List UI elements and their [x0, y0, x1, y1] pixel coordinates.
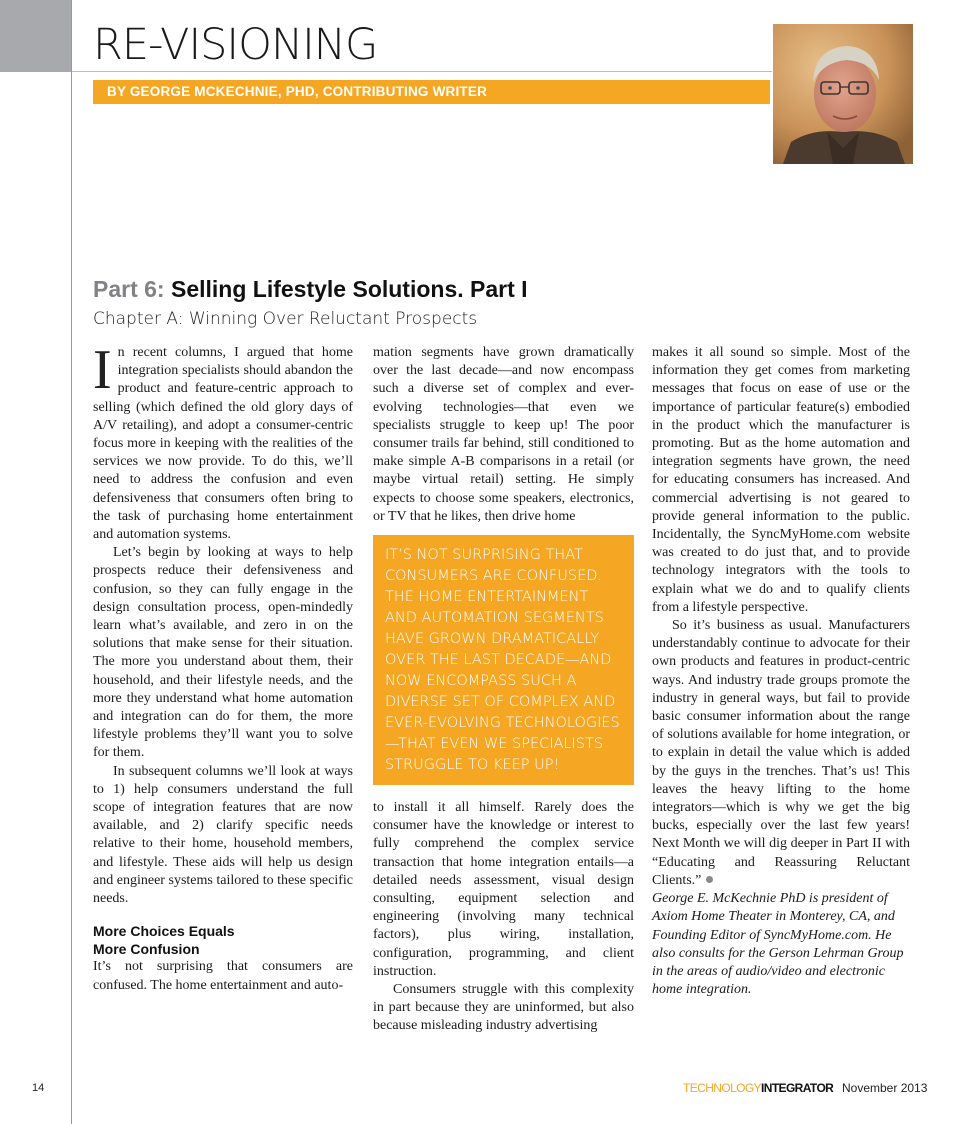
- article-title: [93, 276, 528, 303]
- column-2-top: [373, 344, 634, 526]
- left-margin-rule: [71, 0, 72, 1124]
- column-3: [652, 344, 910, 999]
- paragraph: In recent columns, I argued that home integration specialists should abandon the product and feature-centric approach to selling (which defined the old glory days of A/V retailing), and adopt a consumer-centric focus more in keeping with the realities of the services we now provide. To do this, we’ll need to address the confusion and even defensiveness that consumers often bring to the task of purchasing home entertainment and automation systems.: [93, 339, 353, 543]
- subhead-line: More Confusion: [93, 941, 200, 958]
- article-main-title: Selling Lifestyle Solutions. Part I: [170, 276, 528, 302]
- paragraph: So it’s business as usual. Manufacturers understandably continue to advocate for their own products and features in product-centric ways. And industry trade groups promote the industry in general ways, but fail to provide basic consumer information about the range of solutions available for home integration, or to explain in detail the value which is added by the guys in the trenches. That’s us! This leaves the heavy lifting to the home integrators—which is why we get the big bucks, especially over the last few years! Next Month we will dig deeper in Part II with “Educating and Reassuring Reluctant Clients.”: [652, 618, 910, 888]
- paragraph: makes it all sound so simple. Most of the information they get comes from marketing messages that focus on ease of use or the importance of particular feature(s) embodied in the product which the manufacturer is promoting. But as the home automation and integration segments have grown, the need for educating consumers has increased. And commercial advertising is not geared to provide general information to the public. Incidentally, the SyncMyHome.com website was created to do just that, and to provide technology integrators with the tools to explain what we do and to qualify clients from a lifestyle perspective.: [652, 345, 910, 615]
- corner-block: [0, 0, 72, 72]
- logo-integrator: INTEGRATOR: [761, 1081, 834, 1095]
- author-photo: [773, 24, 913, 164]
- column-1: [93, 339, 353, 995]
- paragraph: Let’s begin by looking at ways to help prospects reduce their defensiveness and confusion, so they can fully engage in the design consultation process, open-mindedly learn what’s available, and zero in on the solutions that make sense for their situation. The more you understand about them, their household, and their lifestyle needs, and the more they understand what home automation and integration can do for them, the more lifestyle problems they’ll want you to solve for them.: [93, 545, 353, 761]
- subhead-line: More Choices Equals: [93, 923, 235, 940]
- author-bio: George E. McKechnie PhD is president of Axiom Home Theater in Monterey, CA, and Founding Editor of SyncMyHome.com. He also consults for the Gerson Lehrman Group in the areas of audio/video and electronic home integration.: [652, 891, 904, 998]
- pull-quote-text: IT’S NOT SURPRISING THAT CONSUMERS ARE CONFUSED. THE HOME ENTERTAINMENT AND AUTOMATION SEGMENTS HAVE GROWN DRAMATICALLY OVER THE LAST DECADE—AND NOW ENCOMPASS SUCH A DIVERSE SET OF COMPLEX AND EVER-EVOLVING TECHNOLOGIES—THAT EVEN WE SPECIALISTS STRUGGLE TO KEEP UP!: [385, 547, 620, 773]
- drop-cap: I: [93, 339, 112, 401]
- paragraph: In subsequent columns we’ll look at ways to 1) help consumers understand the full scope of integration features that are now available, and 2) clarify specific needs relative to their home, household members, and lifestyle. These aids will help us design and engineer systems tailored to these specific needs.: [93, 763, 353, 907]
- paragraph: to install it all himself. Rarely does the consumer have the knowledge or interest to fully comprehend the complex service transaction that home integration entails—a detailed needs assessment, visual design consulting, equipment selection and engineering (involving many technical factors), plus wiring, installation, configuration, programming, and client instruction.: [373, 800, 634, 979]
- author-portrait-image: [773, 24, 913, 164]
- column-2-bottom: [373, 799, 634, 1036]
- chapter-subtitle: Chapter A: Winning Over Reluctant Prospects: [93, 309, 478, 329]
- end-mark-icon: [706, 876, 713, 883]
- header-rule: [72, 71, 772, 72]
- pull-quote: [373, 535, 634, 785]
- byline-bar: [93, 80, 770, 104]
- article-part-label: Part 6:: [93, 276, 165, 302]
- paragraph: Consumers struggle with this complexity in part because they are uninformed, but also because misleading industry advertising: [373, 982, 634, 1034]
- paragraph: mation segments have grown dramatically over the last decade—and now encompass such a diverse set of complex and ever-evolving technologies—that even we specialists struggle to keep up! The poor consumer trails far behind, still conditioned to make simple A-B comparisons in a retail (or maybe virtual retail) setting. He simply expects to choose some speakers, electronics, or TV that he likes, then drive home: [373, 345, 634, 524]
- subhead: [93, 922, 353, 958]
- page-number: 14: [32, 1082, 45, 1094]
- logo-technology: TECHNOLOGY: [683, 1081, 762, 1095]
- byline-text: BY GEORGE MCKECHNIE, PHD, CONTRIBUTING WRITER: [107, 84, 488, 99]
- publication-logo: [683, 1081, 833, 1095]
- section-title: RE-VISIONING: [93, 20, 378, 70]
- issue-date: November 2013: [842, 1081, 928, 1095]
- paragraph: It’s not surprising that consumers are confused. The home entertainment and auto-: [93, 959, 353, 993]
